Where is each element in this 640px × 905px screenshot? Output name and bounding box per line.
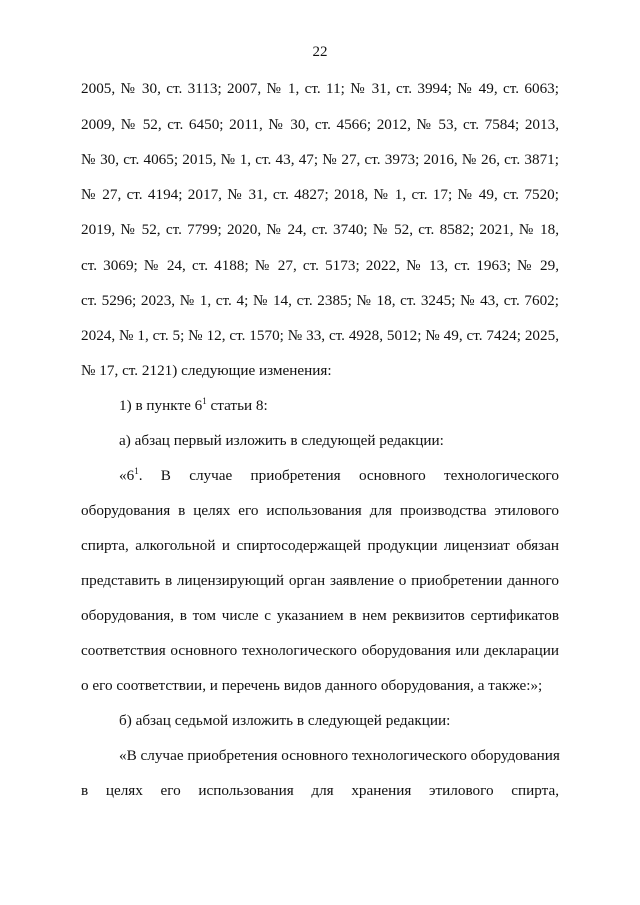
text-line: 2019, № 52, ст. 7799; 2020, № 24, ст. 3740; № 52, ст. 8582; 2021, № 18,	[81, 221, 559, 238]
quote2-line: в целях его использования для хранения этилового спирта,	[81, 782, 559, 799]
text-line: № 30, ст. 4065; 2015, № 1, ст. 43, 47; № 27, ст. 3973; 2016, № 26, ст. 3871;	[81, 151, 559, 168]
text-line: № 27, ст. 4194; 2017, № 31, ст. 4827; 2018, № 1, ст. 17; № 49, ст. 7520;	[81, 186, 559, 203]
text-line: № 17, ст. 2121) следующие изменения:	[81, 362, 332, 379]
quote-line: спирта, алкогольной и спиртосодержащей продукции лицензиат обязан	[81, 537, 559, 554]
text-line: 2024, № 1, ст. 5; № 12, ст. 1570; № 33, ст. 4928, 5012; № 49, ст. 7424; 2025,	[81, 327, 559, 344]
text-line: 2009, № 52, ст. 6450; 2011, № 30, ст. 4566; 2012, № 53, ст. 7584; 2013,	[81, 116, 559, 133]
amendment-item-1: 1) в пункте $6^1$ статьи 8:	[119, 396, 268, 414]
text-line: 2005, № 30, ст. 3113; 2007, № 1, ст. 11; № 31, ст. 3994; № 49, ст. 6063;	[81, 80, 559, 97]
page-number: 22	[312, 44, 328, 60]
quote-line: оборудования в целях его использования для производства этилового	[81, 502, 559, 519]
quote-line: оборудования, в том числе с указанием в нем реквизитов сертификатов	[81, 607, 559, 624]
quote2-line: «В случае приобретения основного технологического оборудования	[119, 747, 560, 764]
quote-line: о его соответствии, и перечень видов данного оборудования, а также:»;	[81, 677, 543, 694]
quote-line: соответствия основного технологического оборудования или декларации	[81, 642, 559, 659]
amendment-item-b: б) абзац седьмой изложить в следующей редакции:	[119, 712, 451, 729]
quote-first-line: «$6^1$. В случае приобретения основного технологического	[119, 466, 559, 484]
text-line: ст. 5296; 2023, № 1, ст. 4; № 14, ст. 2385; № 18, ст. 3245; № 43, ст. 7602;	[81, 292, 559, 309]
text-line: ст. 3069; № 24, ст. 4188; № 27, ст. 5173; 2022, № 13, ст. 1963; № 29,	[81, 257, 559, 274]
quote-line: представить в лицензирующий орган заявление о приобретении данного	[81, 572, 559, 589]
amendment-item-a: а) абзац первый изложить в следующей редакции:	[119, 432, 444, 449]
